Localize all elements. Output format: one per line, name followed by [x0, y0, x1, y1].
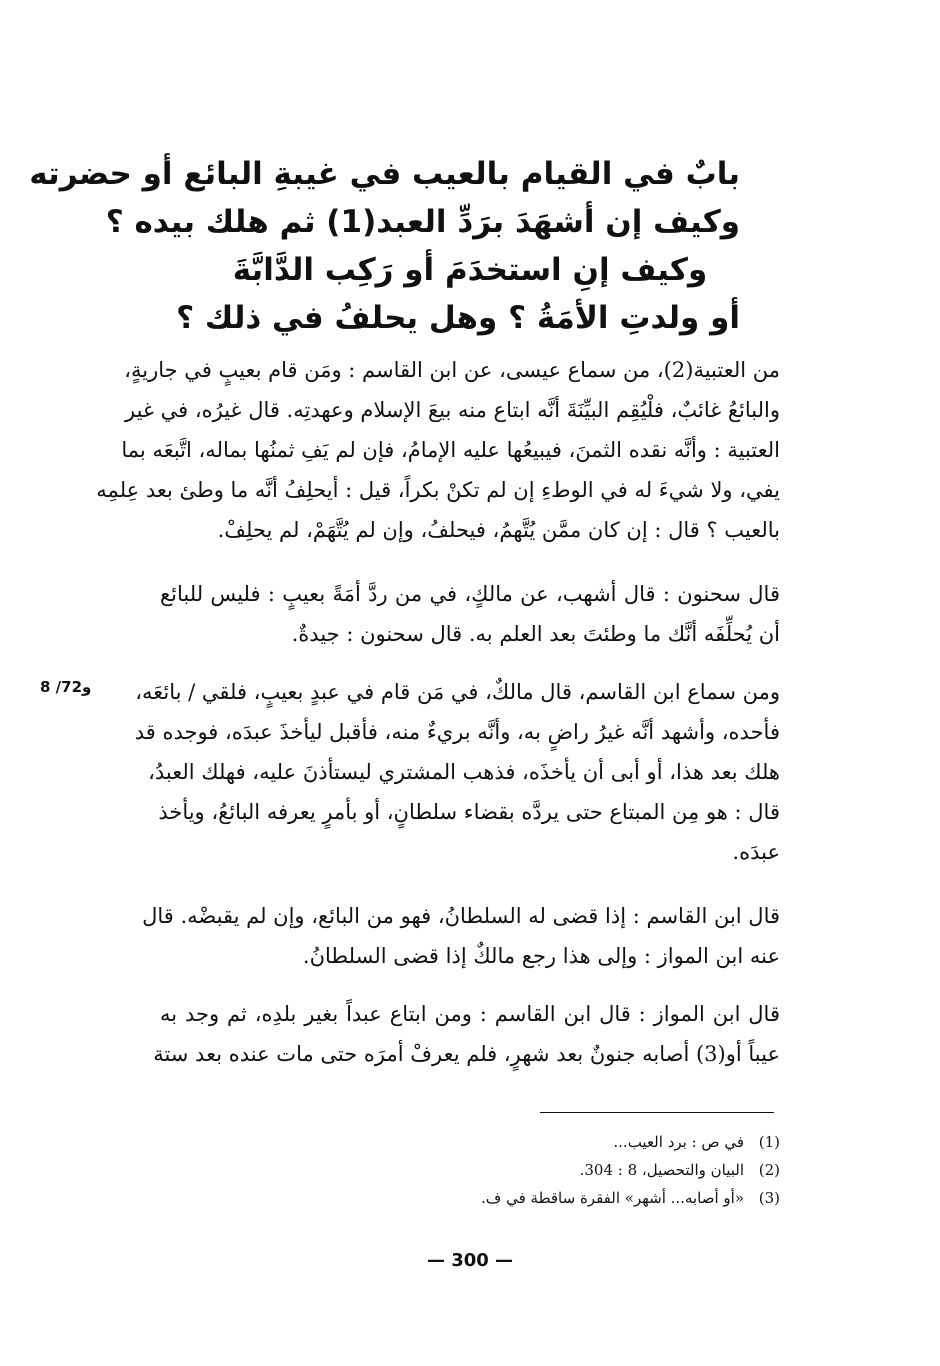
- footnote-text: البيان والتحصيل، 8 : 304.: [579, 1161, 744, 1179]
- text-line: قال سحنون : قال أشهب، عن مالكٍ، في من ردَّ أمَةً بعيبٍ : فليس للبائع: [160, 582, 780, 606]
- text-line: يفي، ولا شيءَ له في الوطءِ إن لم تكنْ بكراً، قيل : أيحلِفُ أنَّه ما وطئ بعد عِلمِه: [96, 478, 780, 502]
- title-line: وكيف إنِ استخدَمَ أو رَكِب الدَّابَّةَ: [232, 252, 708, 288]
- text-line: ومن سماع ابن القاسم، قال مالكٌ، في مَن قام في عبدٍ بعيبٍ، فلقي / بائعَه،: [135, 680, 780, 704]
- title-line: وكيف إن أشهَدَ برَدِّ العبد(1) ثم هلك بيده ؟: [105, 204, 740, 240]
- manuscript-folio-reference: 8 /72و: [40, 678, 92, 696]
- text-line: من العتبية(2)، من سماع عيسى، عن ابن القاسم : ومَن قام بعيبٍ في جاريةٍ،: [124, 358, 780, 382]
- text-line: والبائعُ غائبٌ، فلْيُقِم البيِّنَةَ أنَّه ابتاع منه بيعَ الإسلام وعهدتِه. قال غيرُه، في غير: [125, 398, 780, 422]
- text-line: عيباً أو(3) أصابه جنونٌ بعد شهرٍ، فلم يعرفْ أمرَه حتى مات عنده بعد ستة: [153, 1042, 780, 1066]
- footnote-text: في ص : برد العيب...: [613, 1133, 744, 1151]
- footnote-number: (3): [758, 1189, 780, 1207]
- text-line: قال : هو مِن المبتاع حتى يردَّه بقضاء سلطانٍ، أو بأمرٍ يعرفه البائعُ، ويأخذ: [158, 800, 780, 824]
- footnotes: [360, 1128, 780, 1212]
- text-line: أن يُحلِّفَه أنَّك ما وطئتَ بعد العلم به. قال سحنون : جيدةٌ.: [291, 622, 780, 646]
- text-line: قال ابن المواز : قال ابن القاسم : ومن ابتاع عبداً بغير بلدِه، ثم وجد به: [160, 1002, 780, 1026]
- text-line: العتبية : وأنَّه نقده الثمنَ، فيبيعُها عليه الإمامُ، فإن لم يَفِ ثمنُها بماله، اتَّبعَه بما: [121, 438, 780, 462]
- paragraph: [142, 896, 780, 976]
- footnote: [360, 1156, 780, 1184]
- text-line: قال ابن القاسم : إذا قضى له السلطانُ، فهو من البائع، وإن لم يقبضْه. قال: [142, 904, 780, 928]
- text-line: بالعيب ؟ قال : إن كان ممَّن يُتَّهمُ، فيحلفُ، وإن لم يُتَّهَمْ، لم يحلِفْ.: [217, 518, 780, 542]
- footnote-number: (1): [758, 1133, 780, 1151]
- footnote-text: «أو أصابه... أشهر» الفقرة ساقطة في ف.: [481, 1189, 744, 1207]
- footnote-separator: [540, 1112, 774, 1113]
- title-line: بابٌ في القيام بالعيب في غيبةِ البائع أو حضرته: [29, 156, 740, 192]
- paragraph: [160, 574, 780, 654]
- paragraph: [134, 672, 780, 872]
- text-line: فأحده، وأشهد أنَّه غيرُ راضٍ به، وأنَّه بريءٌ منه، فأقبل ليأخذَ عبدَه، فوجده قد: [134, 720, 780, 744]
- text-line: عنه ابن المواز : وإلى هذا رجع مالكٌ إذا قضى السلطانُ.: [302, 944, 780, 968]
- chapter-title: [29, 150, 740, 342]
- page-number: — 300 —: [426, 1250, 514, 1271]
- text-line: عبدَه.: [732, 840, 780, 864]
- title-line: أو ولدتِ الأمَةُ ؟ وهل يحلفُ في ذلك ؟: [176, 300, 740, 336]
- footnote: [360, 1128, 780, 1156]
- footnote: [360, 1184, 780, 1212]
- paragraph: [153, 994, 780, 1074]
- text-line: هلك بعد هذا، أو أبى أن يأخذَه، فذهب المشتري ليستأذنَ عليه، فهلك العبدُ،: [148, 760, 780, 784]
- footnote-number: (2): [758, 1161, 780, 1179]
- paragraph: [96, 350, 780, 550]
